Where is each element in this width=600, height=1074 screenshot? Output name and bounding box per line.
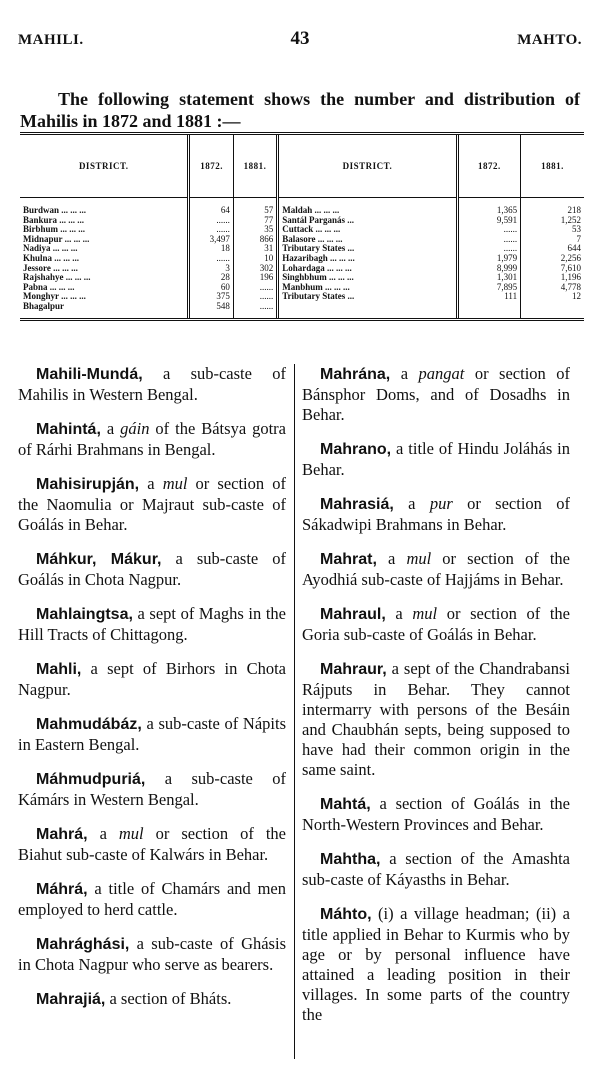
running-head-left: MAHILI. (18, 32, 84, 48)
entry-text: a sept of Birhors in Chota Nagpur. (18, 659, 286, 699)
entry-term: Mahtha, (320, 851, 381, 868)
entry (18, 714, 286, 755)
entry-text: a sub-caste of Nápits in Eastern Bengal. (18, 714, 286, 754)
entry-term: Mahrajiá, (36, 991, 106, 1008)
entry-text: a sept of the Chandrabansi Rájputs in Behar. They cannot intermarry with persons of the Besáin and Chaubhán septs, being supposed to have had their common origin in the same saint. (302, 659, 570, 779)
entry (18, 824, 286, 865)
entry-text: a (87, 824, 119, 843)
entry-term: Máhto, (320, 906, 372, 923)
values-1881-left: 57 77 35 866 31 10 302 196 ...... ...... ...... (233, 198, 277, 320)
entry-italic: gáin (120, 419, 150, 438)
entry (302, 659, 570, 780)
running-head-right: MAHTO. (517, 32, 582, 48)
entry-term: Mahisirupján, (36, 476, 140, 493)
entry-term: Mahrasiá, (320, 496, 394, 513)
entry-text: a section of Goálás in the North-Western Provinces and Behar. (302, 794, 570, 834)
entry (302, 849, 570, 890)
entry-italic: mul (406, 549, 432, 568)
entry-term: Mahli, (36, 661, 82, 678)
entry-italic: pangat (418, 364, 465, 383)
entry-text: a (393, 494, 430, 513)
entry-italic: mul (162, 474, 188, 493)
entry-italic: mul (118, 824, 144, 843)
entry-term: Mahintá, (36, 421, 101, 438)
header-1881-right: 1881. (521, 134, 584, 198)
entry-term: Máhrá, (36, 881, 88, 898)
entry (302, 549, 570, 590)
entry (302, 494, 570, 535)
entry-term: Mahrána, (320, 366, 391, 383)
entry-text: or section of Bánsphor Doms, and of Dosadhs in Behar. (302, 364, 570, 424)
entry-text: a sub-caste of Kámárs in Western Bengal. (18, 769, 286, 809)
entry-text: a (100, 419, 121, 438)
entry (18, 604, 286, 645)
header-district-right: DISTRICT. (278, 134, 458, 198)
entry-text: a title of Hindu Joláhás in Behar. (302, 439, 570, 479)
entry-term: Mahili-Mundá, (36, 366, 143, 383)
entry-text: or section of the Naomulia or Majraut sub-caste of Goálás in Behar. (18, 474, 287, 534)
entry (302, 604, 570, 645)
entry (18, 549, 286, 590)
entry (302, 794, 570, 835)
page-number: 43 (290, 28, 310, 49)
entry (302, 364, 570, 425)
entry (18, 989, 286, 1010)
entry (18, 659, 286, 700)
entry (18, 934, 286, 975)
left-column (18, 364, 286, 1024)
entry (18, 769, 286, 810)
entry-text: a sub-caste of Goálás in Chota Nagpur. (18, 549, 286, 589)
entry-text: a (376, 549, 407, 568)
entry-term: Mahrá, (36, 826, 88, 843)
entry-term: Máhkur, Mákur, (36, 551, 162, 568)
entry-text: of the Bátsya gotra of Rárhi Brahmans in Bengal. (18, 419, 286, 459)
entry-text: a (390, 364, 419, 383)
entry (18, 879, 286, 920)
entry-term: Mahtá, (320, 796, 371, 813)
header-district-left: DISTRICT. (20, 134, 189, 198)
entry-term: Mahmudábáz, (36, 716, 142, 733)
header-1872-right: 1872. (457, 134, 520, 198)
column-divider (294, 364, 295, 1059)
intro-paragraph: The following statement shows the number and distribution of Mahilis in 1872 and 1881 :— (20, 89, 580, 131)
entry (302, 904, 570, 1025)
entry-text: or section of Sákadwipi Brahmans in Behar. (302, 494, 570, 534)
entry-term: Mahrat, (320, 551, 377, 568)
right-column (302, 364, 570, 1039)
entry-term: Máhmudpuriá, (36, 771, 146, 788)
header-1881-left: 1881. (233, 134, 277, 198)
entry-term: Mahrághási, (36, 936, 130, 953)
district-list-right: Maldah ... ... ... Santál Parganás ... Cuttack ... ... ... Balasore ... ... ... Tributary States ... Hazaribagh ... ... ... Lohardaga ... ... ... Singhbhum ... ... ... Manbhum ... ... ... Tributary States ... (278, 198, 458, 320)
entry (18, 419, 286, 460)
entry-text: a section of the Amashta sub-caste of Káyasths in Behar. (302, 849, 570, 889)
page-header (18, 28, 582, 52)
entry-text: or section of the Biahut sub-caste of Kalwárs in Behar. (18, 824, 286, 864)
entry-text: a sept of Maghs in the Hill Tracts of Chittagong. (18, 604, 286, 644)
entry-term: Mahraul, (320, 606, 386, 623)
distribution-table (20, 132, 584, 321)
entry-term: Mahrano, (320, 441, 392, 458)
entry-term: Mahlaingtsa, (36, 606, 133, 623)
values-1881-right: 218 1,252 53 7 644 2,256 7,610 1,196 4,778 12 (521, 198, 584, 320)
values-1872-left: 64 ...... ...... 3,497 18 ...... 3 28 60 375 548 (189, 198, 233, 320)
district-list-left: Burdwan ... ... ... Bankura ... ... ... Birbhum ... ... ... Midnapur ... ... ... Nadiya ... ... ... Khulna ... ... ... Jessore ... ... ... Rajshahye ... ... ... Pabna ... ... ... Monghyr ... ... ... Bhagalpur (20, 198, 189, 320)
entry-text: a (385, 604, 413, 623)
entry (302, 439, 570, 480)
entry (18, 364, 286, 405)
entry-text: a section of Bháts. (105, 989, 232, 1008)
entry-text: or section of the Ayodhiá sub-caste of Hajjáms in Behar. (302, 549, 571, 589)
entry-italic: mul (412, 604, 438, 623)
entry (18, 474, 286, 535)
entry-italic: pur (429, 494, 453, 513)
entry-text: or section of the Goria sub-caste of Goálás in Behar. (302, 604, 570, 644)
entry-term: Mahraur, (320, 661, 387, 678)
entry-text: (i) a village headman; (ii) a title applied in Behar to Kurmis who by age or by personal influence have attained a leading position in their villages. In some parts of the country the (302, 904, 570, 1024)
values-1872-right: 1,365 9,591 ...... ...... ...... 1,979 8,999 1,301 7,895 111 (457, 198, 520, 320)
entry-text: a (139, 474, 163, 493)
entry-text: a sub-caste of Ghásis in Chota Nagpur who serve as bearers. (18, 934, 286, 974)
header-1872-left: 1872. (189, 134, 233, 198)
entry-text: a title of Chamárs and men employed to herd cattle. (18, 879, 286, 919)
entry-text: a sub-caste of Mahilis in Western Bengal. (18, 364, 286, 404)
glossary-columns (18, 364, 584, 1064)
